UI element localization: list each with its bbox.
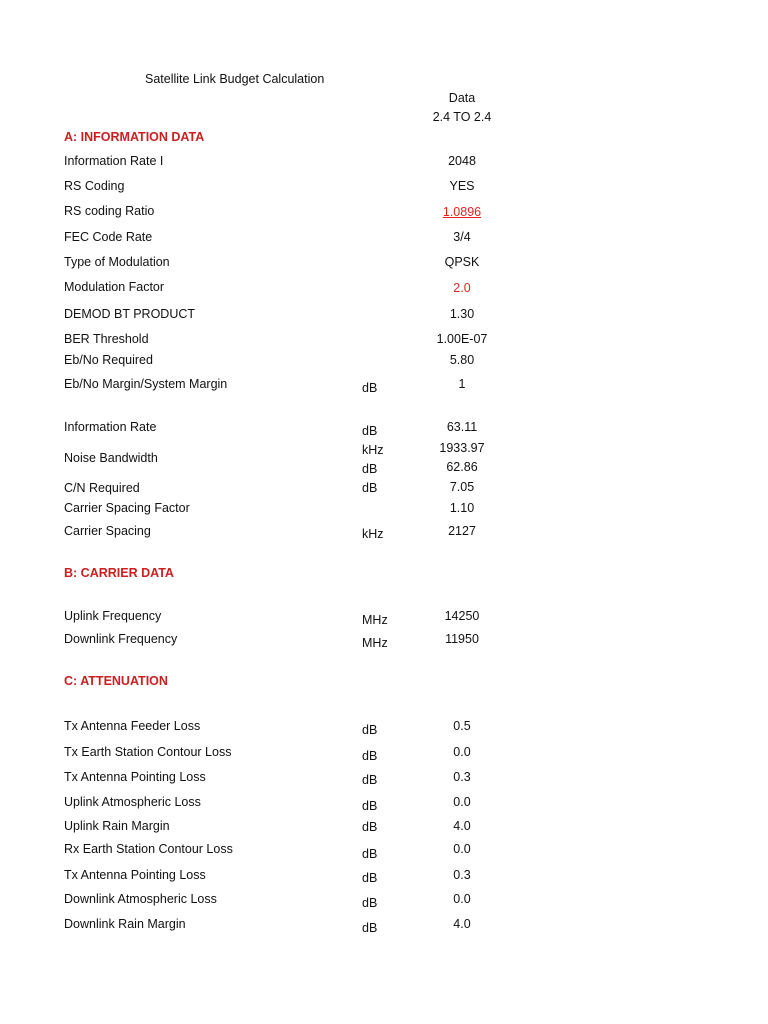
row-value: 1.00E-07 — [436, 332, 488, 346]
row-label: Type of Modulation — [64, 255, 170, 269]
row-label: Tx Antenna Pointing Loss — [64, 770, 206, 784]
section-a-heading: A: INFORMATION DATA — [64, 130, 205, 144]
row-unit: dB — [362, 462, 378, 476]
row-value: 5.80 — [449, 353, 475, 367]
row-value: 11950 — [445, 632, 479, 646]
row-unit: MHz — [362, 636, 388, 650]
row-label: Uplink Rain Margin — [64, 819, 170, 833]
row-value: 0.0 — [453, 842, 471, 856]
row-label: Uplink Atmospheric Loss — [64, 795, 201, 809]
row-unit: kHz — [362, 443, 384, 457]
row-value: 1933.97 — [439, 441, 485, 455]
row-unit: dB — [362, 820, 378, 834]
row-value: 0.3 — [453, 770, 471, 784]
row-label: Tx Antenna Pointing Loss — [64, 868, 206, 882]
column-header-data: Data — [448, 91, 476, 105]
row-value: 0.0 — [453, 892, 471, 906]
row-label: Downlink Frequency — [64, 632, 178, 646]
row-unit: dB — [362, 921, 378, 935]
row-value: 4.0 — [453, 917, 471, 931]
row-value: YES — [449, 179, 475, 193]
row-label: Modulation Factor — [64, 280, 165, 294]
row-label: Downlink Atmospheric Loss — [64, 892, 217, 906]
row-value: 14250 — [444, 609, 480, 623]
row-label: Rx Earth Station Contour Loss — [64, 842, 233, 856]
column-header-range: 2.4 TO 2.4 — [432, 110, 492, 124]
row-label: Downlink Rain Margin — [64, 917, 186, 931]
row-label: DEMOD BT PRODUCT — [64, 307, 196, 321]
row-value: 0.3 — [453, 868, 471, 882]
row-label: C/N Required — [64, 481, 140, 495]
row-unit: kHz — [362, 527, 384, 541]
row-unit: dB — [362, 481, 378, 495]
row-label: Carrier Spacing Factor — [64, 501, 190, 515]
row-label: Carrier Spacing — [64, 524, 151, 538]
row-unit: dB — [362, 799, 378, 813]
row-value: 2048 — [448, 154, 476, 168]
row-label: RS Coding — [64, 179, 125, 193]
row-label: Eb/No Margin/System Margin — [64, 377, 228, 391]
row-value: 7.05 — [449, 480, 475, 494]
row-value: 1 — [458, 377, 466, 391]
row-label: Tx Earth Station Contour Loss — [64, 745, 232, 759]
row-label: Noise Bandwidth — [64, 451, 158, 465]
row-label: Tx Antenna Feeder Loss — [64, 719, 201, 733]
row-unit: dB — [362, 871, 378, 885]
row-value: 0.0 — [453, 745, 471, 759]
row-label: Information Rate — [64, 420, 157, 434]
row-label: RS coding Ratio — [64, 204, 155, 218]
row-value: 1.10 — [449, 501, 475, 515]
page-title: Satellite Link Budget Calculation — [145, 72, 325, 86]
row-unit: dB — [362, 424, 378, 438]
section-c-heading: C: ATTENUATION — [64, 674, 168, 688]
row-value: 63.11 — [446, 420, 478, 434]
row-label: Uplink Frequency — [64, 609, 162, 623]
rs-coding-ratio-value: 1.0896 — [442, 205, 482, 219]
row-label: FEC Code Rate — [64, 230, 153, 244]
row-value: 4.0 — [453, 819, 471, 833]
row-value: 3/4 — [453, 230, 471, 244]
row-label: Eb/No Required — [64, 353, 153, 367]
row-unit: dB — [362, 749, 378, 763]
row-value: 62.86 — [446, 460, 478, 474]
modulation-factor-value: 2.0 — [453, 281, 471, 295]
row-label: BER Threshold — [64, 332, 149, 346]
row-unit: dB — [362, 896, 378, 910]
row-value: 0.5 — [453, 719, 471, 733]
row-value: 1.30 — [449, 307, 475, 321]
row-unit: dB — [362, 847, 378, 861]
row-unit: dB — [362, 773, 378, 787]
section-b-heading: B: CARRIER DATA — [64, 566, 174, 580]
row-unit: MHz — [362, 613, 388, 627]
row-value: 2127 — [448, 524, 476, 538]
row-unit: dB — [362, 381, 378, 395]
row-value: 0.0 — [453, 795, 471, 809]
row-label: Information Rate I — [64, 154, 164, 168]
row-unit: dB — [362, 723, 378, 737]
row-value: QPSK — [444, 255, 480, 269]
